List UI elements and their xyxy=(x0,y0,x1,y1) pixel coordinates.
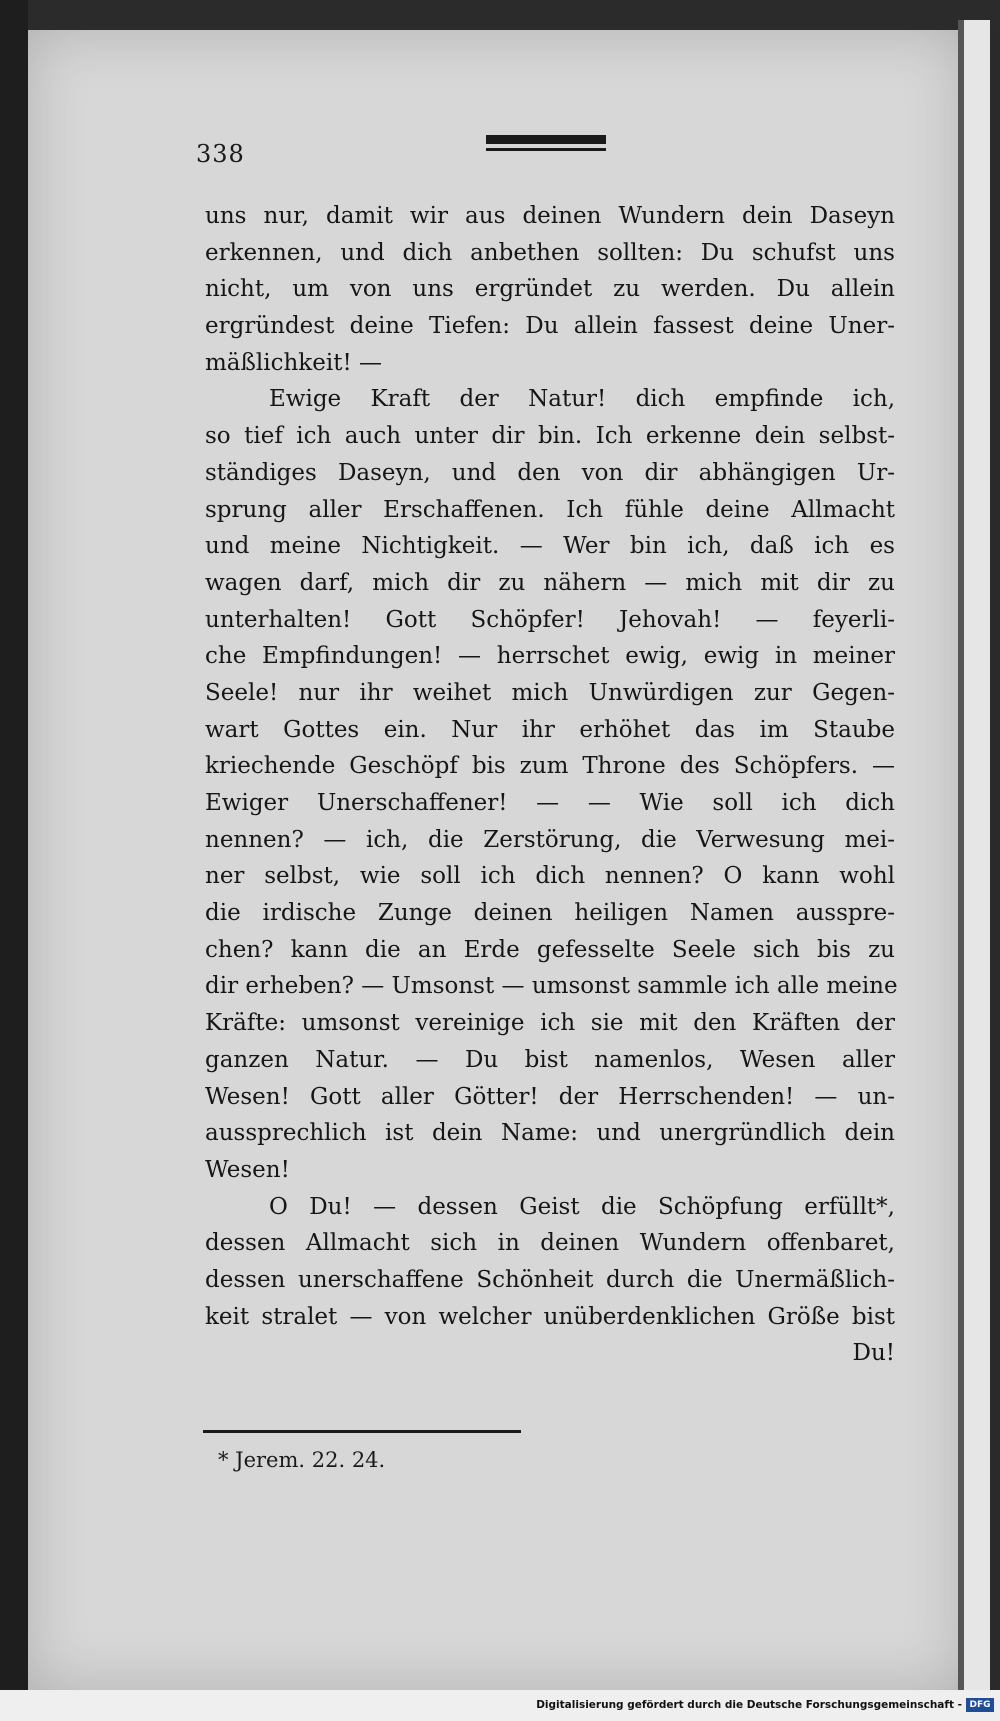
page-number: 338 xyxy=(196,140,245,168)
text-line: Ewige Kraft der Natur! dich empfinde ich, xyxy=(269,386,895,413)
digitization-credit: Digitalisierung gefördert durch die Deutsche Forschungsgemeinschaft - xyxy=(536,1699,962,1711)
text-line: nennen? — ich, die Zerstörung, die Verwesung mei- xyxy=(205,826,895,853)
next-page-edge xyxy=(964,20,990,1710)
text-line: dessen Allmacht sich in deinen Wundern offenbaret, xyxy=(205,1230,895,1257)
text-line: die irdische Zunge deinen heiligen Namen ausspre- xyxy=(205,900,895,927)
text-line: wagen darf, mich dir zu nähern — mich mit dir zu xyxy=(205,569,895,596)
text-line: chen? kann die an Erde gefesselte Seele sich bis zu xyxy=(205,936,895,963)
text-line: erkennen, und dich anbethen sollten: Du schufst uns xyxy=(205,239,895,266)
text-line: Ewiger Unerschaffener! — — Wie soll ich dich xyxy=(205,790,895,816)
text-line: keit stralet — von welcher unüberdenklichen Größe bist xyxy=(205,1303,895,1330)
text-line: O Du! — dessen Geist die Schöpfung erfüllt*, xyxy=(269,1193,895,1220)
text-line: che Empfindungen! — herrschet ewig, ewig in meiner xyxy=(205,643,895,670)
text-line: ner selbst, wie soll ich dich nennen? O kann wohl xyxy=(205,863,895,890)
text-line: sprung aller Erschaffenen. Ich fühle deine Allmacht xyxy=(205,496,895,523)
text-line: wart Gottes ein. Nur ihr erhöhet das im Staube xyxy=(205,716,895,743)
text-line: ständiges Daseyn, und den von dir abhängigen Ur- xyxy=(205,459,895,486)
text-line: Wesen! xyxy=(205,1156,290,1183)
footnote-rule xyxy=(203,1430,521,1433)
text-line: so tief ich auch unter dir bin. Ich erkenne dein selbst- xyxy=(205,423,895,450)
text-line: Wesen! Gott aller Götter! der Herrschenden! — un- xyxy=(205,1083,895,1110)
text-line: aussprechlich ist dein Name: und unergründlich dein xyxy=(205,1120,895,1147)
text-line: uns nur, damit wir aus deinen Wundern dein Daseyn xyxy=(205,203,895,229)
text-line: ganzen Natur. — Du bist namenlos, Wesen aller xyxy=(205,1046,895,1073)
text-line: kriechende Geschöpf bis zum Throne des Schöpfers. — xyxy=(205,753,895,780)
footnote: * Jerem. 22. 24. xyxy=(218,1448,386,1472)
text-line: unterhalten! Gott Schöpfer! Jehovah! — feyerli- xyxy=(205,606,895,633)
text-line: Du! xyxy=(852,1340,895,1367)
text-line: nicht, um von uns ergründet zu werden. Du allein xyxy=(205,276,895,303)
text-line: und meine Nichtigkeit. — Wer bin ich, daß ich es xyxy=(205,533,895,560)
text-line: Seele! nur ihr weihet mich Unwürdigen zur Gegen- xyxy=(205,679,895,706)
text-line: dir erheben? — Umsonst — umsonst sammle ich alle meine xyxy=(205,973,898,1000)
text-line: ergründest deine Tiefen: Du allein fassest deine Uner- xyxy=(205,313,895,340)
scan-left-border xyxy=(0,0,28,1721)
page-body-text xyxy=(205,198,898,1372)
dfg-logo: DFG xyxy=(966,1698,994,1712)
header-ornament xyxy=(486,133,606,159)
text-line: mäßlichkeit! — xyxy=(205,349,382,376)
text-line: dessen unerschaffene Schönheit durch die Unermäßlich- xyxy=(205,1266,895,1293)
scan-top-border xyxy=(0,0,1000,30)
text-line: Kräfte: umsonst vereinige ich sie mit den Kräften der xyxy=(205,1010,895,1037)
